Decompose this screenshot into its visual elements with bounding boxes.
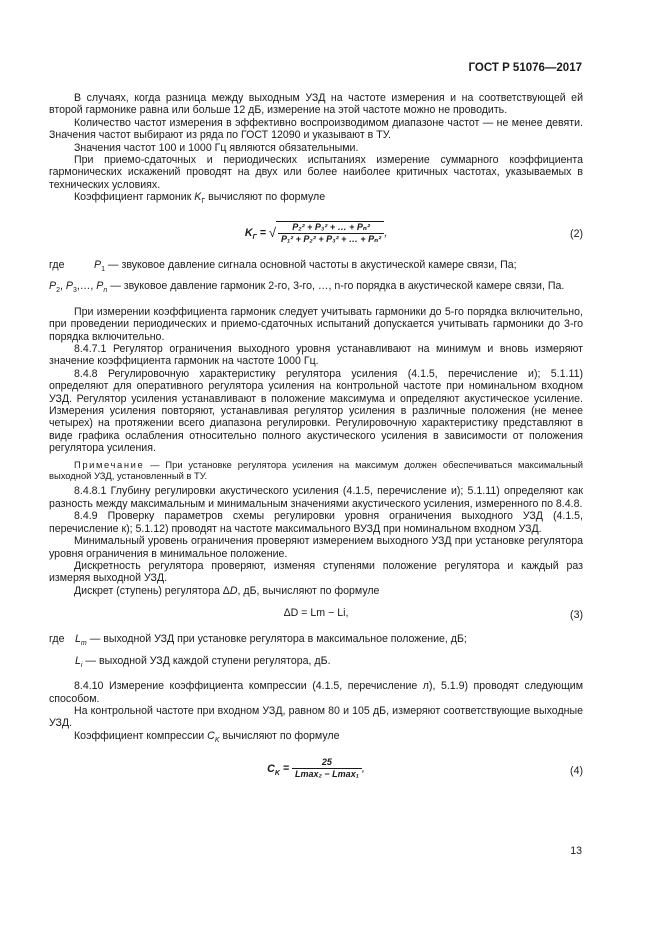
page-number: 13 [570, 845, 582, 857]
formula-2-denominator: P₁² + P₂² + P₃² + … + Pₙ² [281, 233, 382, 244]
paragraph: Значения частот 100 и 1000 Гц являются обязательными. [74, 141, 359, 154]
formula-4-denominator: Lmax₂ − Lmax₁ [294, 769, 359, 780]
paragraph: 8.4.7.1 Регулятор ограничения выходного уровня устанавливают на минимум и вновь измеряют значение коэффициента гармоник на частоте 1000 Гц. [49, 343, 583, 368]
paragraph: 8.4.10 Измерение коэффициента компрессии (4.1.5, перечисление л), 5.1.9) проводят следующим способом. [49, 680, 583, 705]
equation-number: (2) [570, 227, 583, 240]
equation-number: (4) [570, 765, 583, 778]
paragraph: Коэффициент компрессии $C_K$ вычисляют по формуле [74, 729, 340, 744]
paragraph: При приемо-сдаточных и периодических испытаниях измерение суммарного коэффициента гармонических искажений проводят на двух или более наиболее критичных частотах, указываемых в технических условиях. [49, 154, 583, 191]
where-line: $P_2$, $P_3,\dots$, $P_n$ — звуковое давление гармоник 2-го, 3-го, …, n-го порядка в акустической камере связи, Па. [49, 280, 565, 295]
document-id: ГОСТ Р 51076—2017 [468, 62, 582, 74]
where-line: $L_i$ — выходной УЗД каждой ступени регулятора, дБ. [75, 654, 331, 669]
paragraph: Количество частот измерения в эффективно воспроизводимом диапазоне частот — не менее девяти. Значения частот выбирают из ряда по ГОСТ 12090 и указывают в ТУ. [49, 116, 583, 142]
paragraph: Минимальный уровень ограничения проверяют измерением выходного УЗД при установке регулятора уровня ограничения в минимальное положение. [49, 535, 583, 560]
where-line: где $L_m$ — выходной УЗД при установке регулятора в максимальное положение, дБ; [49, 633, 467, 648]
equation-number: (3) [570, 608, 583, 621]
paragraph: Дискрет (ступень) регулятора ΔD, дБ, вычисляют по формуле [74, 584, 380, 597]
formula-3: ΔD = Lm − Li, (3) [283, 607, 583, 621]
paragraph: 8.4.8.1 Глубину регулировки акустического усиления (4.1.5, перечисление и); 5.1.11) определяют как разность между максимальным и минимальным значениями акустического усиления, измеренного по 8.4.8. [49, 485, 583, 510]
document-body [49, 92, 583, 787]
formula-4-numerator: 25 [292, 757, 362, 769]
note: Примечание — При установке регулятора усиления на максимум должен обеспечиваться максимальный выходной УЗД, установленный в ТУ. [49, 458, 583, 482]
formula-4: $C_K$ = $\frac{25}{\text{Lmax₂ − Lmax₁}}$ , (4) [267, 757, 583, 780]
paragraph: 8.4.8 Регулировочную характеристику регулятора усиления (4.1.5, перечисление и); 5.1.11) определяют для оперативного регулятора усиления на контрольной частоте при номинальном входном УЗД. Регулятор усиления устанавливают в положение максимума и определяют акустическое усиление. Измерения усиления повторяют, устанавливая регулятор усиления в различные положения (не менее четырех) на протяжении всего диапазона регулировки. Регулировочную характеристику представляют в виде графика ослабления относительно полного акустического усиления в зависимости от положения регулятора усиления. [49, 367, 583, 455]
paragraph: Дискретность регулятора проверяют, изменяя ступенями положение регулятора и каждый раз измеряя выходной УЗД. [49, 559, 583, 585]
formula-2: $K_Г$ = √ $\frac{\text{P₂² + P₃² + … + Pₙ²}}{\text{P₁² + P₂² + P₃² + … + Pₙ²}}$ , (2) [244, 221, 583, 244]
paragraph: 8.4.9 Проверку параметров схемы регулировки уровня ограничения выходного УЗД (4.1.5, перечисление к); 5.1.12) проводят на частоте максимального ВУЗД при номинальном входном УЗД. [49, 510, 583, 535]
paragraph: На контрольной частоте при входном УЗД, равном 80 и 105 дБ, измеряют соответствующие выходные УЗД. [49, 704, 583, 730]
where-line: где $P_1$ — звуковое давление сигнала основной частоты в акустической камере связи, Па; [49, 258, 517, 273]
paragraph: Коэффициент гармоник $K_Г$ вычисляют по формуле [74, 191, 326, 206]
formula-2-numerator: P₂² + P₃² + … + Pₙ² [278, 222, 384, 234]
paragraph: В случаях, когда разница между выходным УЗД на частоте измерения и на соответствующей ей второй гармонике равна или больше 12 дБ, измерение на этой частоте можно не проводить. [49, 92, 583, 117]
paragraph: При измерении коэффициента гармоник следует учитывать гармоники до 5-го порядка включительно, при проведении периодических и приемо-сдаточных испытаний допускается учитывать гармоники до 3-го порядка включительно. [49, 305, 583, 343]
